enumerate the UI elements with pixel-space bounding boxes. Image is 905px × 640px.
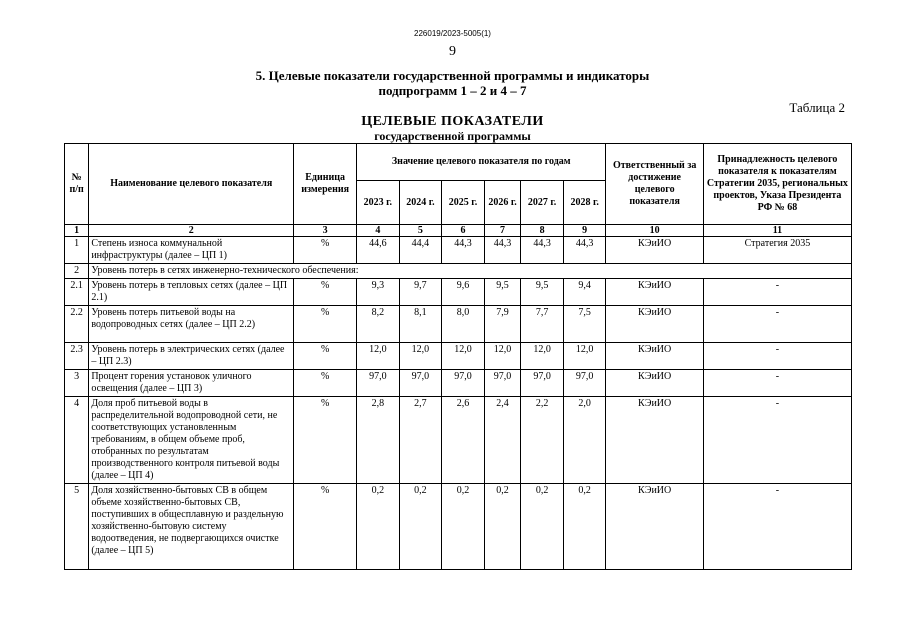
table-row [65, 264, 852, 279]
row-value: 0,2 [399, 484, 442, 570]
table-title: ЦЕЛЕВЫЕ ПОКАЗАТЕЛИ [361, 114, 544, 129]
row-value: 0,2 [442, 484, 485, 570]
row-name: Процент горения установок уличного освещения (далее – ЦП 3) [89, 370, 294, 397]
row-value: 8,1 [399, 306, 442, 343]
row-value: 8,2 [357, 306, 400, 343]
row-value: 0,2 [521, 484, 564, 570]
row-value: 9,7 [399, 279, 442, 306]
row-affiliation: - [703, 306, 851, 343]
row-affiliation: Стратегия 2035 [703, 237, 851, 264]
row-value: 12,0 [521, 343, 564, 370]
row-value: 44,3 [484, 237, 521, 264]
row-value: 12,0 [484, 343, 521, 370]
header-num: № п/п [65, 144, 89, 225]
table-row [65, 484, 852, 570]
row-value: 12,0 [357, 343, 400, 370]
row-number: 3 [65, 370, 89, 397]
row-unit: % [294, 306, 357, 343]
row-name: Уровень потерь в электрических сетях (далее – ЦП 2.3) [89, 343, 294, 370]
column-number: 11 [703, 225, 851, 237]
row-number: 4 [65, 397, 89, 484]
row-responsible: КЭиИО [606, 237, 703, 264]
row-responsible: КЭиИО [606, 306, 703, 343]
row-value: 2,7 [399, 397, 442, 484]
row-value: 9,3 [357, 279, 400, 306]
row-responsible: КЭиИО [606, 279, 703, 306]
row-number: 1 [65, 237, 89, 264]
table-row [65, 306, 852, 343]
row-responsible: КЭиИО [606, 484, 703, 570]
row-number: 2 [65, 264, 89, 279]
column-number: 6 [442, 225, 485, 237]
row-value: 2,0 [563, 397, 606, 484]
row-value: 97,0 [484, 370, 521, 397]
column-number: 4 [357, 225, 400, 237]
row-affiliation: - [703, 279, 851, 306]
row-value: 97,0 [357, 370, 400, 397]
row-affiliation: - [703, 484, 851, 570]
row-value: 44,3 [563, 237, 606, 264]
row-value: 7,5 [563, 306, 606, 343]
row-value: 44,3 [521, 237, 564, 264]
row-value: 12,0 [442, 343, 485, 370]
row-number: 5 [65, 484, 89, 570]
row-value: 44,6 [357, 237, 400, 264]
table-row [65, 370, 852, 397]
page-number: 9 [449, 44, 456, 59]
row-value: 0,2 [484, 484, 521, 570]
row-value: 97,0 [399, 370, 442, 397]
row-responsible: КЭиИО [606, 343, 703, 370]
row-number: 2.3 [65, 343, 89, 370]
section-title-line-2: подпрограмм 1 – 2 и 4 – 7 [378, 83, 527, 98]
row-value: 9,5 [521, 279, 564, 306]
table-label: Таблица 2 [789, 100, 845, 115]
row-name: Степень износа коммунальной инфраструктуры (далее – ЦП 1) [89, 237, 294, 264]
row-unit: % [294, 370, 357, 397]
row-value: 2,8 [357, 397, 400, 484]
header-values-group: Значение целевого показателя по годам [357, 144, 606, 181]
table-subtitle: государственной программы [374, 129, 531, 143]
row-value: 97,0 [442, 370, 485, 397]
target-indicators-table [64, 143, 852, 570]
table-row [65, 397, 852, 484]
header-year-1: 2023 г. [357, 181, 400, 225]
row-responsible: КЭиИО [606, 397, 703, 484]
header-year-5: 2027 г. [521, 181, 564, 225]
row-value: 12,0 [399, 343, 442, 370]
row-value: 44,3 [442, 237, 485, 264]
column-number: 1 [65, 225, 89, 237]
header-year-2: 2024 г. [399, 181, 442, 225]
row-value: 7,7 [521, 306, 564, 343]
column-number: 5 [399, 225, 442, 237]
row-value: 2,2 [521, 397, 564, 484]
row-responsible: КЭиИО [606, 370, 703, 397]
row-value: 7,9 [484, 306, 521, 343]
section-title [0, 68, 905, 98]
row-value: 9,4 [563, 279, 606, 306]
row-value: 97,0 [521, 370, 564, 397]
row-name: Уровень потерь в сетях инженерно-технического обеспечения: [89, 264, 852, 279]
row-unit: % [294, 484, 357, 570]
column-number: 3 [294, 225, 357, 237]
row-name: Уровень потерь в тепловых сетях (далее – ЦП 2.1) [89, 279, 294, 306]
column-number: 9 [563, 225, 606, 237]
row-name: Доля хозяйственно-бытовых СВ в общем объеме хозяйственно-бытовых СВ, поступивших в общесплавную и раздельную хозяйственно-бытовую систему водоотведения, не подвергающихся очистке (далее – ЦП 5) [89, 484, 294, 570]
table-row [65, 279, 852, 306]
row-name: Уровень потерь питьевой воды на водопроводных сетях (далее – ЦП 2.2) [89, 306, 294, 343]
row-value: 12,0 [563, 343, 606, 370]
section-title-line-1: 5. Целевые показатели государственной программы и индикаторы [255, 68, 650, 83]
row-value: 0,2 [357, 484, 400, 570]
row-unit: % [294, 397, 357, 484]
header-affiliation: Принадлежность целевого показателя к показателям Стратегии 2035, региональных проектов, Указа Президента РФ № 68 [703, 144, 851, 225]
header-unit: Единица измерения [294, 144, 357, 225]
header-year-6: 2028 г. [563, 181, 606, 225]
column-number: 10 [606, 225, 703, 237]
header-year-4: 2026 г. [484, 181, 521, 225]
header-name: Наименование целевого показателя [89, 144, 294, 225]
row-value: 2,6 [442, 397, 485, 484]
row-number: 2.2 [65, 306, 89, 343]
row-value: 0,2 [563, 484, 606, 570]
row-name: Доля проб питьевой воды в распределительной водопроводной сети, не соответствующих установленным требованиям, в общем объеме проб, отобранных по результатам производственного контроля питьевой воды (далее – ЦП 4) [89, 397, 294, 484]
row-affiliation: - [703, 397, 851, 484]
row-value: 44,4 [399, 237, 442, 264]
document-number: 226019/2023-5005(1) [414, 29, 491, 38]
row-value: 2,4 [484, 397, 521, 484]
table-row [65, 237, 852, 264]
row-value: 8,0 [442, 306, 485, 343]
row-value: 9,5 [484, 279, 521, 306]
column-number: 2 [89, 225, 294, 237]
row-value: 9,6 [442, 279, 485, 306]
header-year-3: 2025 г. [442, 181, 485, 225]
column-number: 8 [521, 225, 564, 237]
row-affiliation: - [703, 343, 851, 370]
row-unit: % [294, 343, 357, 370]
row-unit: % [294, 237, 357, 264]
table-row [65, 343, 852, 370]
row-affiliation: - [703, 370, 851, 397]
row-value: 97,0 [563, 370, 606, 397]
row-number: 2.1 [65, 279, 89, 306]
header-responsible: Ответственный за достижение целевого показателя [606, 144, 703, 225]
row-unit: % [294, 279, 357, 306]
column-number: 7 [484, 225, 521, 237]
